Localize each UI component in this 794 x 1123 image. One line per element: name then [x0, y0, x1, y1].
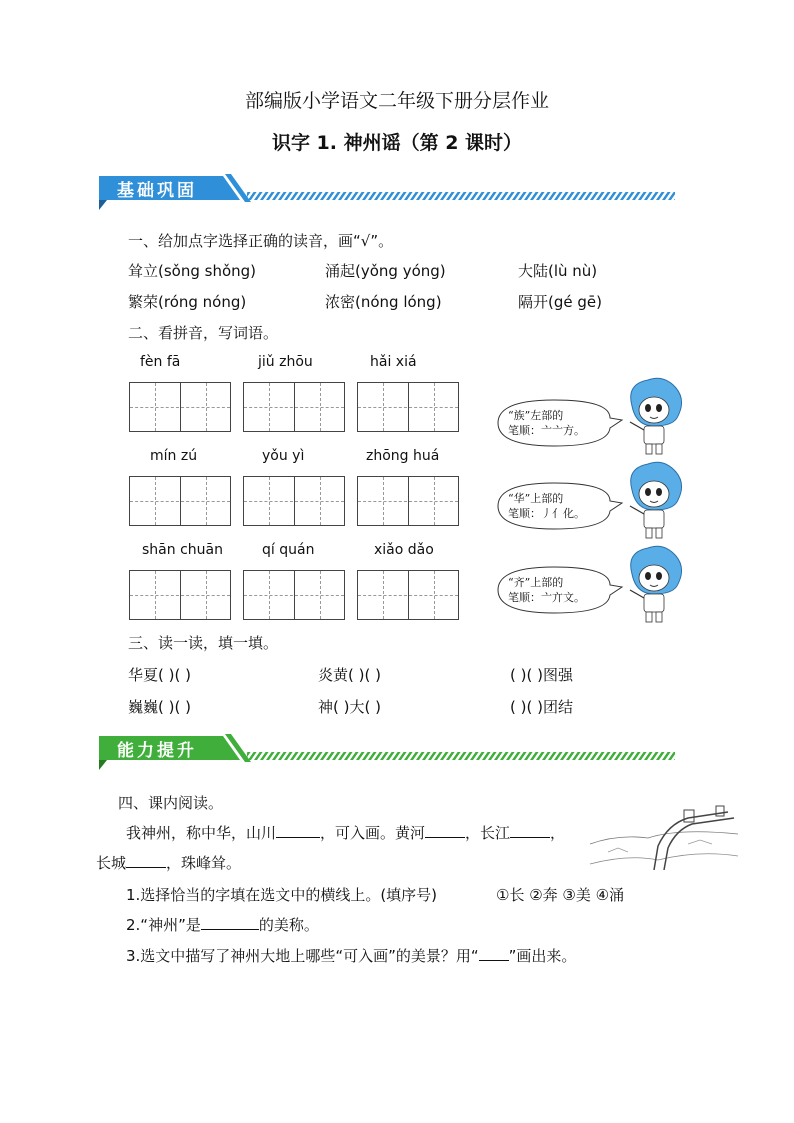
underline-sample — [479, 946, 509, 961]
pinyin-label: xiǎo dǎo — [374, 542, 434, 558]
q3-item: 神( )大( ) — [318, 698, 381, 716]
tip-bubble — [494, 565, 612, 615]
lesson-subtitle: 识字 1. 神州谣（第 2 课时） — [271, 132, 523, 154]
q1-item: 耸立(sǒng shǒng) — [128, 262, 257, 280]
writing-grid[interactable] — [357, 382, 459, 432]
pinyin-label: hǎi xiá — [370, 354, 417, 370]
pinyin-label: zhōng huá — [366, 448, 440, 464]
sub3-text: 3.选文中描写了神州大地上哪些“可入画”的美景？用“ — [126, 947, 479, 965]
tip-bubble — [494, 481, 612, 531]
section-advanced-label: 能力提升 — [117, 741, 197, 761]
section-banner-basic — [95, 170, 675, 212]
pinyin-label: yǒu yì — [262, 448, 305, 464]
writing-grid[interactable] — [129, 382, 231, 432]
q4-heading: 四、课内阅读。 — [118, 794, 224, 812]
tip-line: 笔顺：亠亣文。 — [508, 591, 585, 604]
q1-item: 涌起(yǒng yóng) — [325, 262, 446, 280]
tip-line: “齐”上部的 — [508, 576, 564, 589]
q3-heading: 三、读一读，填一填。 — [128, 634, 279, 652]
pinyin-label: qí quán — [262, 542, 315, 558]
answer-blank[interactable] — [510, 823, 550, 838]
tip-line: 笔顺：亠亠方。 — [508, 424, 585, 437]
q1-heading: 一、给加点字选择正确的读音，画“√”。 — [128, 232, 394, 250]
q1-item: 浓密(nóng lóng) — [325, 293, 442, 311]
q1-item: 繁荣(róng nóng) — [128, 293, 247, 311]
passage-text: 我神州，称中华，山川 — [126, 824, 277, 842]
q1-item: 大陆(lù nù) — [518, 262, 598, 280]
passage-text: ，可入画。黄河 — [320, 824, 426, 842]
tip-line: “华”上部的 — [508, 492, 564, 505]
passage-text: ， — [550, 824, 566, 842]
pinyin-label: shān chuān — [142, 542, 223, 558]
passage-text: 长城 — [96, 854, 127, 872]
q4-passage-line2 — [96, 852, 241, 873]
q4-sub3 — [126, 945, 576, 966]
q4-passage-line1 — [126, 822, 565, 843]
section-banner-advanced — [95, 730, 675, 772]
writing-grid[interactable] — [243, 382, 345, 432]
answer-blank[interactable] — [201, 915, 259, 930]
mascot-icon — [624, 544, 684, 626]
tip-bubble — [494, 398, 612, 448]
pinyin-label: jiǔ zhōu — [258, 354, 313, 370]
tip-line: “族”左部的 — [508, 409, 564, 422]
q2-heading: 二、看拼音，写词语。 — [128, 324, 279, 342]
writing-grid[interactable] — [129, 570, 231, 620]
mascot-icon — [624, 460, 684, 542]
passage-text: ，长江 — [465, 824, 511, 842]
passage-text: ，珠峰耸。 — [166, 854, 242, 872]
sub2-text: 2.“神州”是 — [126, 916, 201, 934]
q4-sub1: 1.选择恰当的字填在选文中的横线上。(填序号) — [126, 886, 438, 904]
page-title: 部编版小学语文二年级下册分层作业 — [244, 90, 549, 112]
q4-options: ①长 ②奔 ③美 ④涌 — [496, 886, 625, 904]
answer-blank[interactable] — [425, 823, 465, 838]
q4-sub2 — [126, 914, 319, 935]
writing-grid[interactable] — [129, 476, 231, 526]
pinyin-label: fèn fā — [140, 354, 181, 370]
writing-grid[interactable] — [357, 570, 459, 620]
q3-item: ( )( )图强 — [510, 666, 573, 684]
writing-grid[interactable] — [357, 476, 459, 526]
sub3-text: ”画出来。 — [508, 947, 577, 965]
tip-line: 笔顺：丿亻化。 — [508, 507, 585, 520]
great-wall-illustration — [588, 804, 740, 870]
section-basic-label: 基础巩固 — [117, 181, 197, 201]
q3-item: ( )( )团结 — [510, 698, 573, 716]
pinyin-label: mín zú — [150, 448, 198, 464]
q3-item: 巍巍( )( ) — [128, 698, 191, 716]
q1-item: 隔开(gé gē) — [518, 293, 602, 311]
q3-item: 华夏( )( ) — [128, 666, 191, 684]
writing-grid[interactable] — [243, 476, 345, 526]
sub2-text: 的美称。 — [258, 916, 319, 934]
answer-blank[interactable] — [276, 823, 320, 838]
answer-blank[interactable] — [126, 853, 166, 868]
mascot-icon — [624, 376, 684, 458]
q3-item: 炎黄( )( ) — [318, 666, 381, 684]
writing-grid[interactable] — [243, 570, 345, 620]
